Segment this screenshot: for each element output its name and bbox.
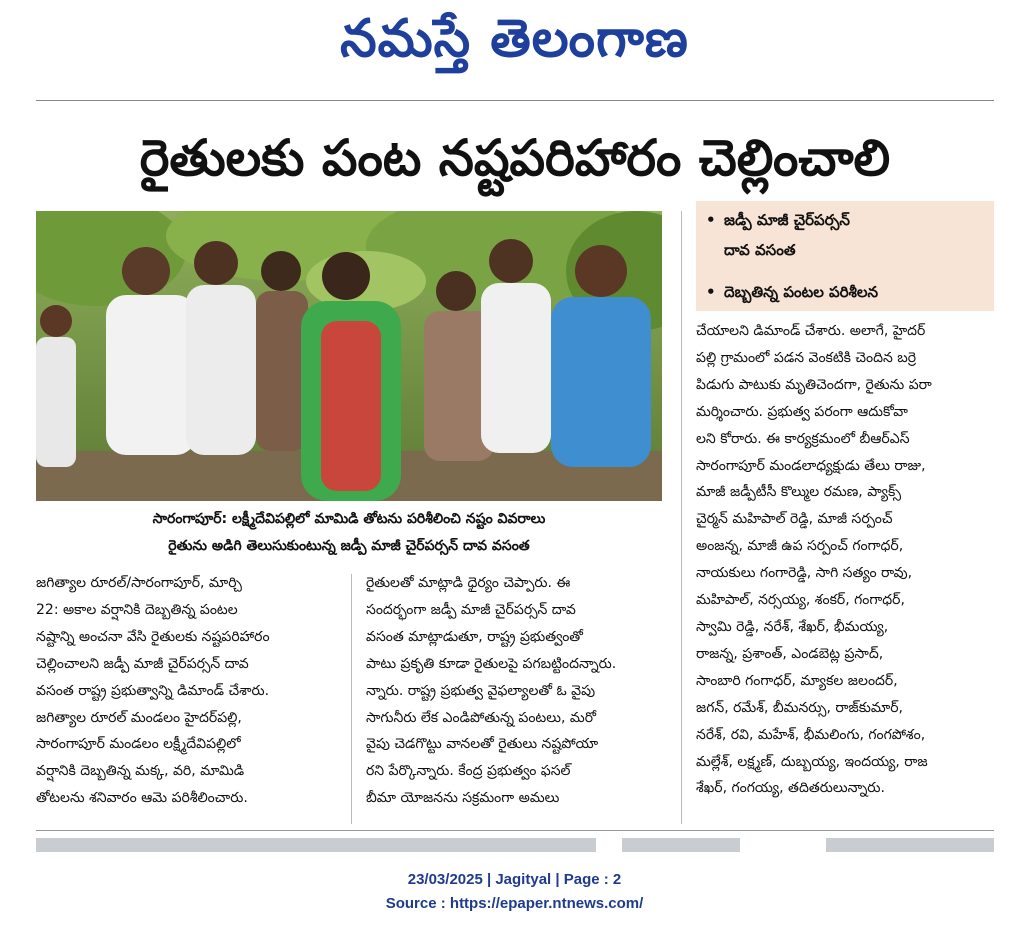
article-photo — [36, 211, 662, 501]
text-line: నాయకులు గంగారెడ్డి, సాగి సత్యం రావు, — [696, 565, 913, 582]
next-article-image-strip — [826, 838, 994, 852]
article-highlights-box — [696, 201, 994, 311]
column-divider — [681, 211, 682, 824]
text-line: నరేశ్, రవి, మహేశ్, భీమలింగు, గంగపోశం, — [696, 726, 926, 743]
masthead-divider — [36, 100, 994, 101]
text-line: సారంగాపూర్ మండలం లక్ష్మీదేవిపల్లిలో — [36, 736, 241, 753]
text-line: జగన్, రమేశ్, బీమనర్సు, రాజ్‌కుమార్, — [696, 699, 903, 716]
bullet-icon: • — [706, 283, 716, 301]
next-article-image-strip — [622, 838, 740, 852]
text-line: వైపు చెడగొట్టు వానలతో రైతులు నష్టపోయా — [366, 736, 599, 753]
highlight-item-continued — [724, 237, 796, 263]
photo-caption-line-2: రైతును అడిగి తెలుసుకుంటున్న జడ్పీ మాజీ చైర్‌పర్సన్ దావ వసంత — [168, 538, 530, 554]
text-line: చైర్మన్ మహిపాల్ రెడ్డి, మాజీ సర్పంచ్ — [696, 511, 893, 528]
source-link[interactable]: Source : https://epaper.ntnews.com/ — [385, 895, 644, 912]
photo-caption — [36, 506, 662, 560]
text-line: చెల్లించాలని జడ్పీ మాజీ చైర్‌పర్సన్ దావ — [36, 655, 249, 672]
text-line: తోటలను శనివారం ఆమె పరిశీలించారు. — [36, 790, 248, 807]
text-line: రాజన్న, ప్రశాంత్, ఎండబెట్ల ప్రసాద్, — [696, 645, 884, 662]
text-line: వసంత మాట్లాడుతూ, రాష్ట్ర ప్రభుత్వంతో — [366, 628, 583, 645]
text-line: శేఖర్, గంగయ్య, తదితరులున్నారు. — [696, 780, 885, 797]
text-line: న్నారు. రాష్ట్ర ప్రభుత్వ వైఫల్యాలతో ఓ వైపు — [366, 682, 596, 699]
text-line: చేయాలని డిమాండ్ చేశారు. అలాగే, హైదర్ — [696, 323, 926, 339]
newspaper-masthead: నమస్తే తెలంగాణ — [340, 8, 689, 69]
text-line: జగిత్యాల రూరల్/సారంగాపూర్, మార్చి — [36, 575, 242, 591]
text-line: బీమా యోజనను సక్రమంగా అమలు — [366, 790, 560, 807]
bullet-icon: • — [706, 211, 716, 229]
article-bottom-rule — [36, 830, 994, 831]
next-article-image-strip — [36, 838, 596, 852]
photo-caption-line-1: సారంగాపూర్: లక్ష్మీదేవిపల్లిలో మామిడి తోటను పరిశీలించి నష్టం వివరాలు — [152, 511, 546, 527]
text-line: సాంబారి గంగాధర్, మ్యాకల జలందర్, — [696, 672, 898, 689]
text-line: మర్శించారు. ప్రభుత్వ పరంగా ఆదుకోవా — [696, 403, 908, 420]
highlight-item — [706, 279, 878, 305]
column-divider — [351, 574, 352, 824]
text-line: మల్లేశ్, లక్ష్మణ్, దుబ్బయ్య, ఇందయ్య, రాజ — [696, 753, 928, 770]
highlight-text-3: దెబ్బతిన్న పంటల పరిశీలన — [724, 283, 879, 301]
text-line: జగిత్యాల రూరల్ మండలం హైదర్‌పల్లి, — [36, 709, 242, 726]
text-line: వర్షానికి దెబ్బతిన్న మక్క, వరి, మామిడి — [36, 763, 245, 780]
text-line: సారంగాపూర్ మండలాధ్యక్షుడు తేలు రాజు, — [696, 457, 926, 474]
article-column-1 — [36, 570, 332, 812]
edition-date-line: 23/03/2025 | Jagityal | Page : 2 — [407, 871, 622, 888]
text-line: పల్లి గ్రామంలో పడన వెంకటికి చెందిన బర్రె — [696, 349, 917, 366]
farmers-photo-illustration — [36, 211, 662, 501]
text-line: రైతులతో మాట్లాడి ధైర్యం చెప్పారు. ఈ — [366, 575, 571, 591]
text-line: మాజీ జడ్పీటీసీ కొల్ముల రమణ, ప్యాక్స్ — [696, 484, 902, 501]
text-line: 22: అకాల వర్షానికి దెబ్బతిన్న పంటల — [36, 601, 238, 618]
highlight-item — [706, 207, 850, 233]
article-column-2 — [366, 570, 666, 812]
highlight-text-2: దావ వసంత — [724, 241, 796, 259]
text-line: లని కోరారు. ఈ కార్యక్రమంలో బీఆర్‌ఎస్ — [696, 430, 910, 447]
text-line: పాటు ప్రకృతి కూడా రైతులపై పగబట్టిందన్నారు. — [366, 655, 617, 672]
text-line: స్వామి రెడ్డి, నరేశ్, శేఖర్, భీమయ్య, — [696, 618, 889, 635]
text-line: మహిపాల్, నర్సయ్య, శంకర్, గంగాధర్, — [696, 592, 905, 609]
text-line: వసంత రాష్ట్ర ప్రభుత్వాన్ని డిమాండ్ చేశారు. — [36, 682, 270, 699]
article-column-3 — [696, 318, 994, 802]
text-line: సాగునీరు లేక ఎండిపోతున్న పంటలు, మరో — [366, 709, 596, 726]
text-line: రని పేర్కొన్నారు. కేంద్ర ప్రభుత్వం ఫసల్ — [366, 763, 571, 780]
article-headline: రైతులకు పంట నష్టపరిహారం చెల్లించాలి — [139, 129, 891, 187]
text-line: సందర్భంగా జడ్పీ మాజీ చైర్‌పర్సన్ దావ — [366, 601, 576, 618]
text-line: నష్టాన్ని అంచనా వేసి రైతులకు నష్టపరిహారం — [36, 628, 270, 645]
text-line: అంజన్న, మాజీ ఉప సర్పంచ్ గంగాధర్, — [696, 538, 904, 555]
text-line: పిడుగు పాటుకు మృతిచెందగా, రైతును పరా — [696, 376, 932, 393]
highlight-text-1: జడ్పీ మాజీ చైర్‌పర్సన్ — [724, 211, 850, 229]
